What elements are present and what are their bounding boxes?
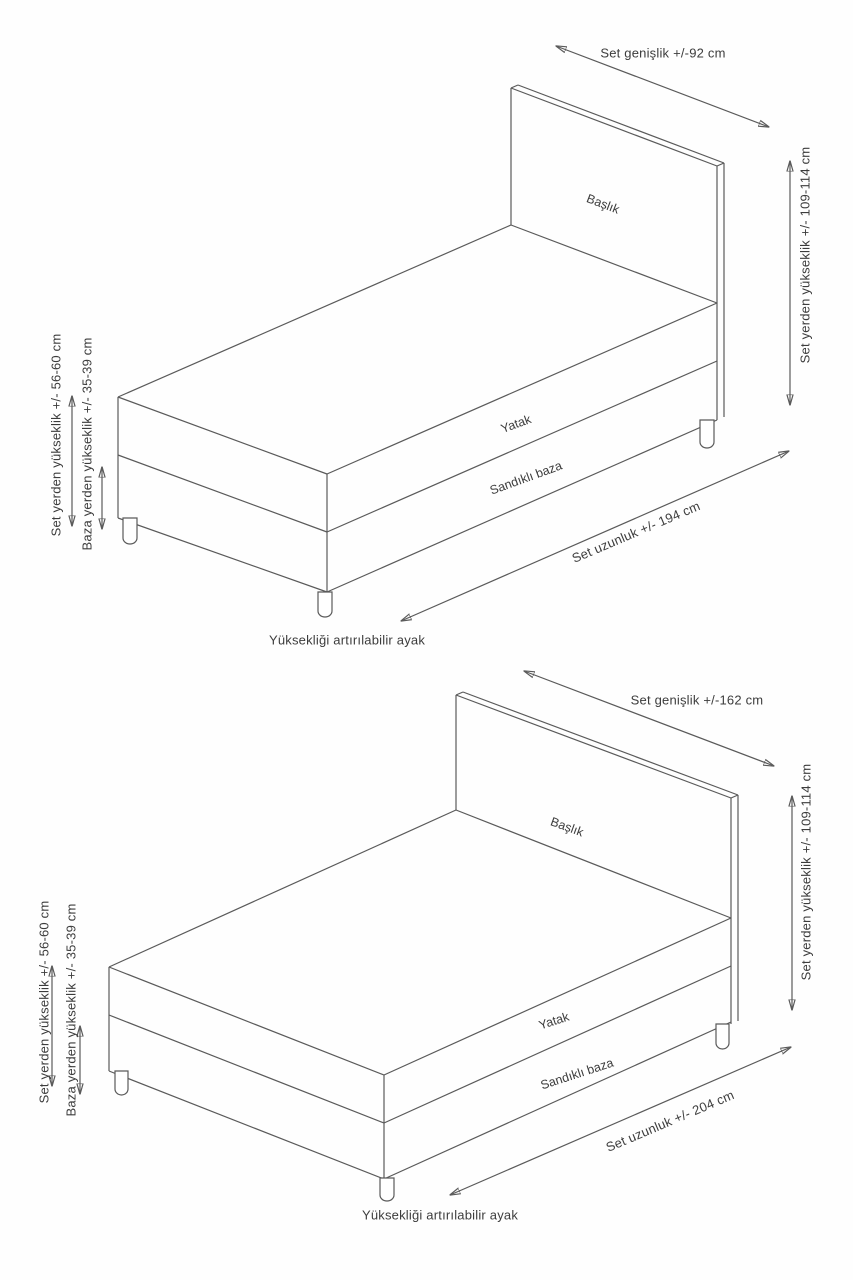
double-leg-label: Yüksekliği artırılabilir ayak [361,1207,519,1223]
double-mattress-label: Yatak [537,1009,571,1033]
single-set-height-label: Set yerden yükseklik +/- 56-60 cm [48,333,64,537]
single-length-label: Set uzunluk +/- 194 cm [569,498,703,566]
single-storage-base-label: Sandıklı baza [488,458,564,498]
double-headboard-label: Başlık [548,814,586,840]
double-base-height-label: Baza yerden yükseklik +/- 35-39 cm [63,903,79,1117]
single-headboard-label: Başlık [584,191,622,217]
single-mattress-label: Yatak [499,412,533,436]
double-total-height-label: Set yerden yükseklik +/- 109-114 cm [798,763,814,981]
double-set-height-label: Set yerden yükseklik +/- 56-60 cm [36,900,52,1104]
double-storage-base-label: Sandıklı baza [538,1055,616,1093]
single-leg-label: Yüksekliği artırılabilir ayak [268,632,426,648]
single-total-height-label: Set yerden yükseklik +/- 109-114 cm [797,146,813,364]
double-bed-drawing [0,660,853,1280]
double-width-label: Set genişlik +/-162 cm [630,692,764,708]
single-base-height-label: Baza yerden yükseklik +/- 35-39 cm [79,337,95,551]
double-length-label: Set uzunluk +/- 204 cm [603,1087,737,1155]
single-width-label: Set genişlik +/-92 cm [600,45,726,61]
